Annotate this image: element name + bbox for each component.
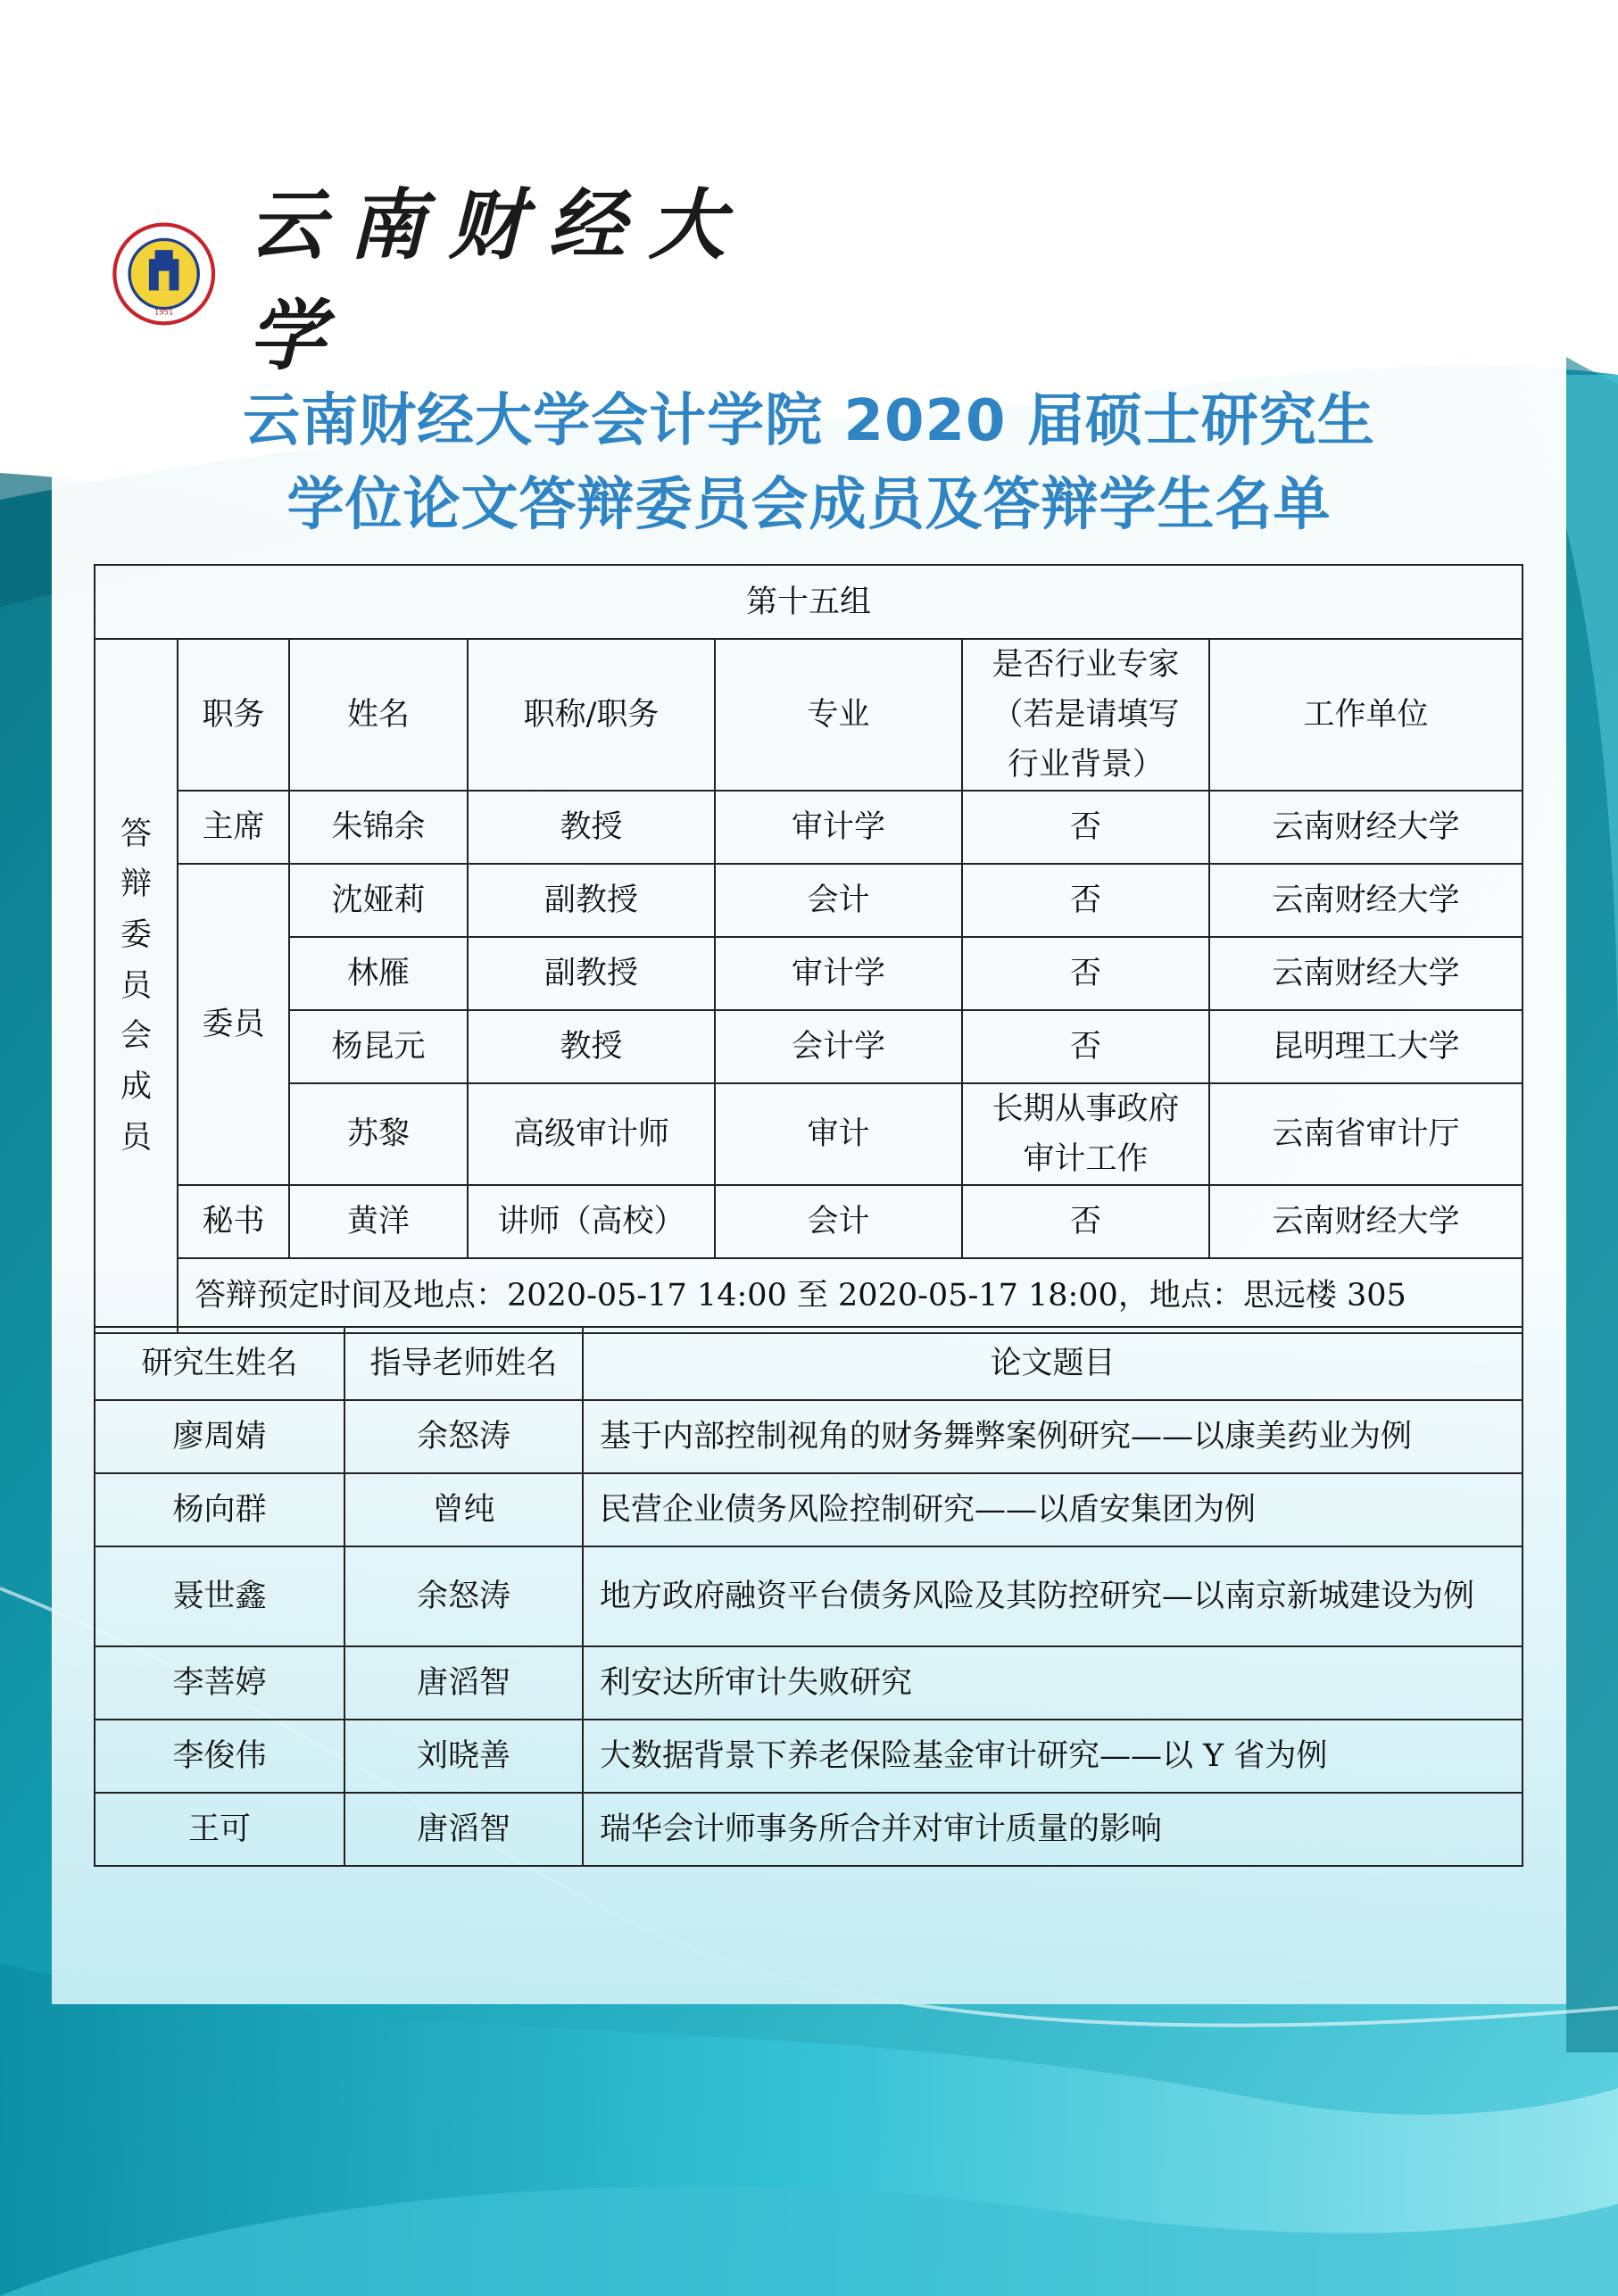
student-name: 聂世鑫 [95, 1546, 344, 1646]
member-name: 杨昆元 [289, 1010, 468, 1083]
member-expert: 长期从事政府 审计工作 [962, 1083, 1209, 1185]
member-name: 林雁 [289, 937, 468, 1010]
header-unit: 工作单位 [1209, 639, 1523, 791]
student-row [95, 1546, 1523, 1646]
header-name: 姓名 [289, 639, 468, 791]
member-title: 副教授 [468, 937, 715, 1010]
schedule-text: 答辩预定时间及地点：2020-05-17 14:00 至 2020-05-17 18:00，地点：思远楼 305 [178, 1258, 1523, 1333]
student-name: 王可 [95, 1793, 344, 1866]
student-row [95, 1793, 1523, 1866]
thesis-title: 利安达所审计失败研究 [583, 1646, 1523, 1720]
university-name-calligraphy: 云南财经大学 [248, 180, 749, 381]
university-logo [112, 180, 759, 381]
member-expert: 否 [962, 864, 1209, 937]
advisor-name: 唐滔智 [344, 1793, 583, 1866]
secretary-title: 讲师（高校） [468, 1185, 715, 1258]
student-row [95, 1473, 1523, 1546]
schedule-row [95, 1258, 1523, 1333]
member-major: 审计学 [715, 937, 962, 1010]
member-expert: 否 [962, 937, 1209, 1010]
student-row [95, 1646, 1523, 1720]
advisor-name: 唐滔智 [344, 1646, 583, 1720]
member-title: 副教授 [468, 864, 715, 937]
header-student: 研究生姓名 [95, 1327, 344, 1400]
page-title-line-2: 学位论文答辩委员会成员及答辩学生名单 [286, 472, 1332, 538]
header-expert: 是否行业专家 （若是请填写 行业背景） [962, 639, 1209, 791]
member-unit: 云南省审计厅 [1209, 1083, 1523, 1185]
student-name: 李菩婷 [95, 1646, 344, 1720]
thesis-title: 基于内部控制视角的财务舞弊案例研究——以康美药业为例 [583, 1400, 1523, 1473]
header-role: 职务 [178, 639, 289, 791]
secretary-expert: 否 [962, 1185, 1209, 1258]
member-row [95, 937, 1523, 1010]
member-unit: 云南财经大学 [1209, 864, 1523, 937]
thesis-title: 大数据背景下养老保险基金审计研究——以 Y 省为例 [583, 1720, 1523, 1793]
chair-unit: 云南财经大学 [1209, 791, 1523, 864]
secretary-unit: 云南财经大学 [1209, 1185, 1523, 1258]
member-unit: 云南财经大学 [1209, 937, 1523, 1010]
student-row [95, 1400, 1523, 1473]
student-name: 廖周婧 [95, 1400, 344, 1473]
student-row [95, 1720, 1523, 1793]
member-major: 会计学 [715, 1010, 962, 1083]
committee-side-label: 答 辩 委 员 会 成 员 [95, 639, 178, 1333]
header-advisor: 指导老师姓名 [344, 1327, 583, 1400]
chair-row [95, 791, 1523, 864]
secretary-row [95, 1185, 1523, 1258]
advisor-name: 刘晓善 [344, 1720, 583, 1793]
advisor-name: 余怒涛 [344, 1546, 583, 1646]
students-table [94, 1326, 1523, 1867]
student-name: 李俊伟 [95, 1720, 344, 1793]
member-name: 沈娅莉 [289, 864, 468, 937]
secretary-name: 黄洋 [289, 1185, 468, 1258]
committee-header-row [95, 639, 1523, 791]
page-title-line-1: 云南财经大学会计学院 2020 届硕士研究生 [243, 388, 1375, 454]
committee-table [94, 564, 1523, 1334]
member-expert: 否 [962, 1010, 1209, 1083]
member-name: 苏黎 [289, 1083, 468, 1185]
member-title: 高级审计师 [468, 1083, 715, 1185]
header-title: 职称/职务 [468, 639, 715, 791]
secretary-role: 秘书 [178, 1185, 289, 1258]
member-title: 教授 [468, 1010, 715, 1083]
member-row [95, 1083, 1523, 1185]
member-row [95, 1010, 1523, 1083]
student-name: 杨向群 [95, 1473, 344, 1546]
university-seal-icon [112, 212, 216, 336]
chair-role: 主席 [178, 791, 289, 864]
students-header-row [95, 1327, 1523, 1400]
header-thesis: 论文题目 [583, 1327, 1523, 1400]
svg-text:1951: 1951 [154, 307, 174, 317]
member-unit: 昆明理工大学 [1209, 1010, 1523, 1083]
advisor-name: 余怒涛 [344, 1400, 583, 1473]
thesis-title: 民营企业债务风险控制研究——以盾安集团为例 [583, 1473, 1523, 1546]
thesis-title: 瑞华会计师事务所合并对审计质量的影响 [583, 1793, 1523, 1866]
chair-title: 教授 [468, 791, 715, 864]
member-row [95, 864, 1523, 937]
group-row [95, 565, 1523, 639]
header-major: 专业 [715, 639, 962, 791]
member-major: 会计 [715, 864, 962, 937]
member-major: 审计 [715, 1083, 962, 1185]
group-label: 第十五组 [95, 565, 1523, 639]
secretary-major: 会计 [715, 1185, 962, 1258]
chair-major: 审计学 [715, 791, 962, 864]
advisor-name: 曾纯 [344, 1473, 583, 1546]
chair-expert: 否 [962, 791, 1209, 864]
member-role: 委员 [178, 864, 289, 1185]
thesis-title: 地方政府融资平台债务风险及其防控研究—以南京新城建设为例 [583, 1546, 1523, 1646]
chair-name: 朱锦余 [289, 791, 468, 864]
